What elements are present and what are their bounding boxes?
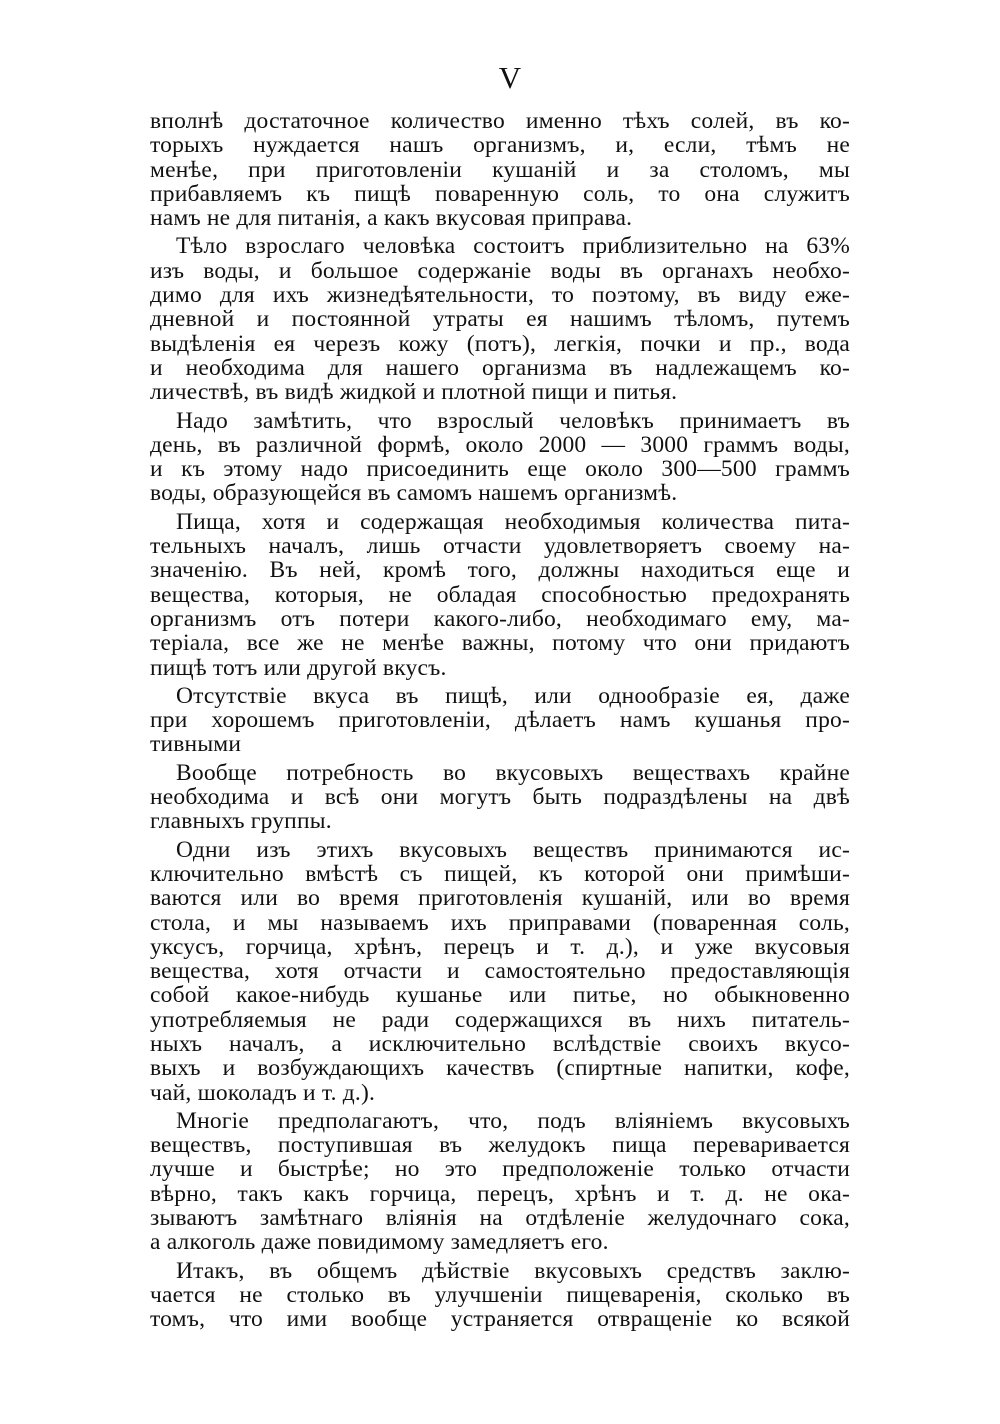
text-line: Надо замѣтить, что взрослый человѣкъ принимаетъ въ <box>176 407 850 434</box>
text-line: ныхъ началъ, а исключительно вслѣдствіе своихъ вкусо- <box>150 1030 850 1057</box>
text-line: Тѣло взрослаго человѣка состоитъ приблизительно на 63% <box>176 233 850 260</box>
text-line: Вообще потребность во вкусовыхъ веществахъ крайне <box>176 759 850 786</box>
text-line: веществъ, поступившая въ желудокъ пища переваривается <box>150 1132 850 1159</box>
text-line: тивными <box>150 731 242 758</box>
text-line: вѣрно, такъ какъ горчица, перецъ, хрѣнъ и т. д. не ока- <box>150 1180 850 1207</box>
text-line: при хорошемъ приготовленіи, дѣлаетъ намъ кушанья про- <box>150 707 850 734</box>
text-line: теріала, все же не менѣе важны, потому что они придаютъ <box>150 630 850 657</box>
text-line: намъ не для питанія, а какъ вкусовая приправа. <box>150 205 633 232</box>
text-line: необходима и всѣ они могутъ быть подраздѣлены на двѣ <box>150 784 850 811</box>
text-line: уксусъ, горчица, хрѣнъ, перецъ и т. д.), и уже вкусовыя <box>150 933 850 960</box>
text-line: и необходима для нашего организма въ надлежащемъ ко- <box>150 354 850 381</box>
text-line: Одни изъ этихъ вкусовыхъ веществъ принимаются ис- <box>176 836 850 863</box>
text-line: вполнѣ достаточное количество именно тѣхъ солей, въ ко- <box>150 108 850 134</box>
text-line: вещества, хотя отчасти и самостоятельно предоставляющія <box>150 958 850 985</box>
text-line: менѣе, при приготовленіи кушаній и за столомъ, мы <box>150 156 850 183</box>
page-number: V <box>498 60 522 95</box>
text-line: Отсутствіе вкуса въ пищѣ, или однообразіе ея, даже <box>176 682 850 709</box>
text-line: воды, образующейся въ самомъ нашемъ организмѣ. <box>150 480 678 507</box>
text-line: изъ воды, и большое содержаніе воды въ органахъ необхо- <box>150 257 850 284</box>
text-line: пищѣ тотъ или другой вкусъ. <box>150 654 447 681</box>
text-line: торыхъ нуждается нашъ организмъ, и, если, тѣмъ не <box>150 132 850 159</box>
text-line: чается не столько въ улучшеніи пищеваренія, сколько въ <box>150 1281 850 1308</box>
text-line: дневной и постоянной утраты ея нашимъ тѣломъ, путемъ <box>150 306 850 333</box>
text-line: выхъ и возбуждающихъ качествъ (спиртные напитки, кофе, <box>150 1055 850 1082</box>
paragraph-9 <box>150 1259 850 1332</box>
text-line: личествѣ, въ видѣ жидкой и плотной пищи и питья. <box>150 379 678 406</box>
text-line: ключительно вмѣстѣ съ пищей, къ которой они примѣши- <box>150 860 850 887</box>
text-line: тельныхъ началъ, лишь отчасти удовлетворяетъ своему на- <box>150 533 850 560</box>
text-line: вещества, которыя, не обладая способностью предохранять <box>150 581 850 608</box>
paragraph-1 <box>150 109 850 230</box>
text-line: томъ, что ими вообще устраняется отвращеніе ко всякой <box>150 1306 850 1333</box>
text-line: Многіе предполагаютъ, что, подъ вліяніемъ вкусовыхъ <box>176 1107 850 1134</box>
text-line: главныхъ группы. <box>150 808 332 835</box>
paragraph-7 <box>150 838 850 1105</box>
text-line: димо для ихъ жизнедѣятельности, то поэтому, въ виду еже- <box>150 282 850 309</box>
text-line: стола, и мы называемъ ихъ приправами (поваренная соль, <box>150 909 850 936</box>
text-line: выдѣленія ея черезъ кожу (потъ), легкія, почки и пр., вода <box>150 330 850 357</box>
text-line: прибавляемъ къ пищѣ поваренную соль, то она служитъ <box>150 180 850 207</box>
paragraph-5 <box>150 684 850 757</box>
paragraph-8 <box>150 1109 850 1255</box>
body-text <box>150 109 850 1336</box>
text-line: Пища, хотя и содержащая необходимыя количества пита- <box>176 508 850 535</box>
text-line: чай, шоколадъ и т. д.). <box>150 1079 376 1106</box>
paragraph-3 <box>150 409 850 506</box>
text-line: зываютъ замѣтнаго вліянія на отдѣленіе желудочнаго сока, <box>150 1205 850 1232</box>
text-line: употребляемыя не ради содержащихся въ нихъ питатель- <box>150 1006 850 1033</box>
text-line: значенію. Въ ней, кромѣ того, должны находиться еще и <box>150 557 850 584</box>
text-line: собой какое-нибудь кушанье или питье, но обыкновенно <box>150 982 850 1009</box>
text-line: Итакъ, въ общемъ дѣйствіе вкусовыхъ средствъ заклю- <box>176 1257 850 1284</box>
text-line: а алкоголь даже повидимому замедляетъ его. <box>150 1229 609 1256</box>
paragraph-2 <box>150 234 850 404</box>
text-line: ваются или во время приготовленія кушаній, или во время <box>150 885 850 912</box>
text-line: организмъ отъ потери какого-либо, необходимаго ему, ма- <box>150 605 850 632</box>
paragraph-4 <box>150 510 850 680</box>
text-line: день, въ различной формѣ, около 2000 — 3000 граммъ воды, <box>150 431 850 458</box>
text-line: и къ этому надо присоединить еще около 300—500 граммъ <box>150 456 850 483</box>
paragraph-6 <box>150 761 850 834</box>
text-line: лучше и быстрѣе; но это предположеніе только отчасти <box>150 1156 850 1183</box>
